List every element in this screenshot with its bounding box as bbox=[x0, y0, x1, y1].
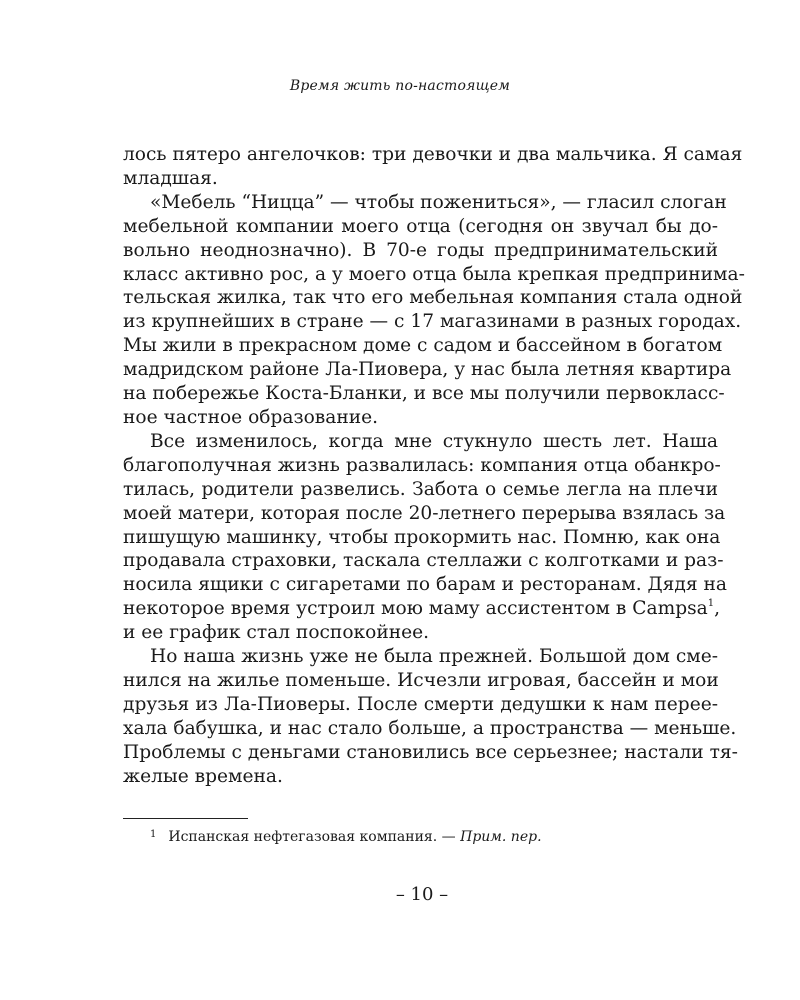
body-line-text: тельская жилка, так что его мебельная компания стала одной bbox=[123, 287, 743, 309]
body-line bbox=[123, 454, 721, 478]
body-line-text: на побережье Коста-Бланки, и все мы получили первокласс- bbox=[123, 383, 725, 405]
body-line bbox=[123, 215, 718, 239]
footnote-text: Испанская нефтегазовая компания. — bbox=[168, 829, 461, 845]
body-line bbox=[123, 382, 725, 406]
body-line-text: вольно неоднозначно). В 70-е годы предпринимательский bbox=[123, 239, 718, 261]
page-number: – 10 – bbox=[395, 884, 449, 905]
body-line bbox=[123, 549, 724, 573]
body-line-text: друзья из Ла-Пиоверы. После смерти дедушки к нам переe- bbox=[123, 693, 718, 715]
body-line-text: «Мебель “Ницца” — чтобы пожениться», — гласил слоган bbox=[150, 191, 727, 213]
body-line bbox=[123, 717, 737, 741]
body-line-text: Мы жили в прекрасном доме с садом и бассейном в богатом bbox=[123, 335, 723, 357]
body-line bbox=[123, 645, 718, 669]
footnote-reference: 1 bbox=[707, 598, 715, 610]
body-line bbox=[123, 478, 718, 502]
body-line bbox=[123, 143, 743, 167]
body-line bbox=[123, 573, 727, 597]
body-line bbox=[123, 693, 718, 717]
body-line-text: мебельной компании моего отца (сегодня он звучал бы до- bbox=[123, 215, 718, 237]
body-line-text: из крупнейших в стране — с 17 магазинами в разных городах. bbox=[123, 311, 742, 333]
body-line-text: Проблемы с деньгами становились все серьезнее; настали тя- bbox=[123, 741, 738, 763]
body-line-text: нился на жилье поменьше. Исчезли игровая, бассейн и мои bbox=[123, 669, 719, 691]
footnote-number: 1 bbox=[150, 829, 157, 840]
body-line-text: мадридском районе Ла-Пиовера, у нас была летняя квартира bbox=[123, 359, 732, 381]
body-line bbox=[123, 669, 718, 693]
body-line bbox=[123, 239, 718, 263]
body-line-text: желые времена. bbox=[123, 765, 283, 787]
body-line-text: моей матери, которая после 20-летнего перерыва взялась за bbox=[123, 502, 726, 524]
body-line bbox=[123, 310, 742, 334]
body-line bbox=[123, 741, 738, 765]
body-line-text: Но наша жизнь уже не была прежней. Большой дом сме- bbox=[150, 646, 718, 668]
body-line bbox=[123, 167, 718, 191]
body-line bbox=[123, 406, 718, 430]
body-line-text: хала бабушка, и нас стало больше, а пространства — меньше. bbox=[123, 717, 737, 739]
body-line-text: Все изменилось, когда мне стукнуло шесть лет. Наша bbox=[150, 430, 718, 452]
body-line-text: лось пятеро ангелочков: три девочки и два мальчика. Я самая bbox=[123, 144, 743, 165]
body-line bbox=[123, 358, 732, 382]
running-header: Время жить по-настоящем bbox=[289, 78, 511, 94]
body-line-text: продавала страховки, таскала стеллажи с колготками и раз- bbox=[123, 550, 724, 572]
footnote-separator bbox=[123, 818, 248, 819]
body-line bbox=[123, 526, 721, 550]
body-line bbox=[123, 621, 718, 645]
body-line-text: пишущую машинку, чтобы прокормить нас. Помню, как она bbox=[123, 526, 721, 548]
body-line-text: некоторое время устроил мою маму ассистентом в Campsa bbox=[123, 598, 708, 620]
body-line bbox=[123, 191, 727, 215]
body-line bbox=[123, 286, 743, 310]
body-line bbox=[123, 597, 721, 621]
body-line-punctuation: , bbox=[714, 598, 721, 620]
body-line-text: младшая. bbox=[123, 167, 218, 189]
body-line bbox=[123, 263, 745, 287]
footnote-abbreviation: Прим. пер. bbox=[460, 829, 542, 845]
body-text bbox=[123, 143, 745, 788]
body-line-text: класс активно рос, а у моего отца была крепкая предпринима- bbox=[123, 263, 745, 285]
body-line-text: и ее график стал поспокойнее. bbox=[123, 622, 430, 644]
body-line bbox=[123, 430, 718, 454]
body-line-text: ное частное образование. bbox=[123, 406, 379, 428]
body-line bbox=[123, 765, 718, 789]
body-line-text: носила ящики с сигаретами по барам и ресторанам. Дядя на bbox=[123, 574, 727, 596]
body-line-text: тилась, родители развелись. Забота о семье легла на плечи bbox=[123, 478, 718, 500]
body-line-text: благополучная жизнь развалилась: компания отца обанкро- bbox=[123, 454, 721, 476]
body-line bbox=[123, 334, 723, 358]
footnote bbox=[150, 826, 710, 846]
body-line bbox=[123, 502, 726, 526]
